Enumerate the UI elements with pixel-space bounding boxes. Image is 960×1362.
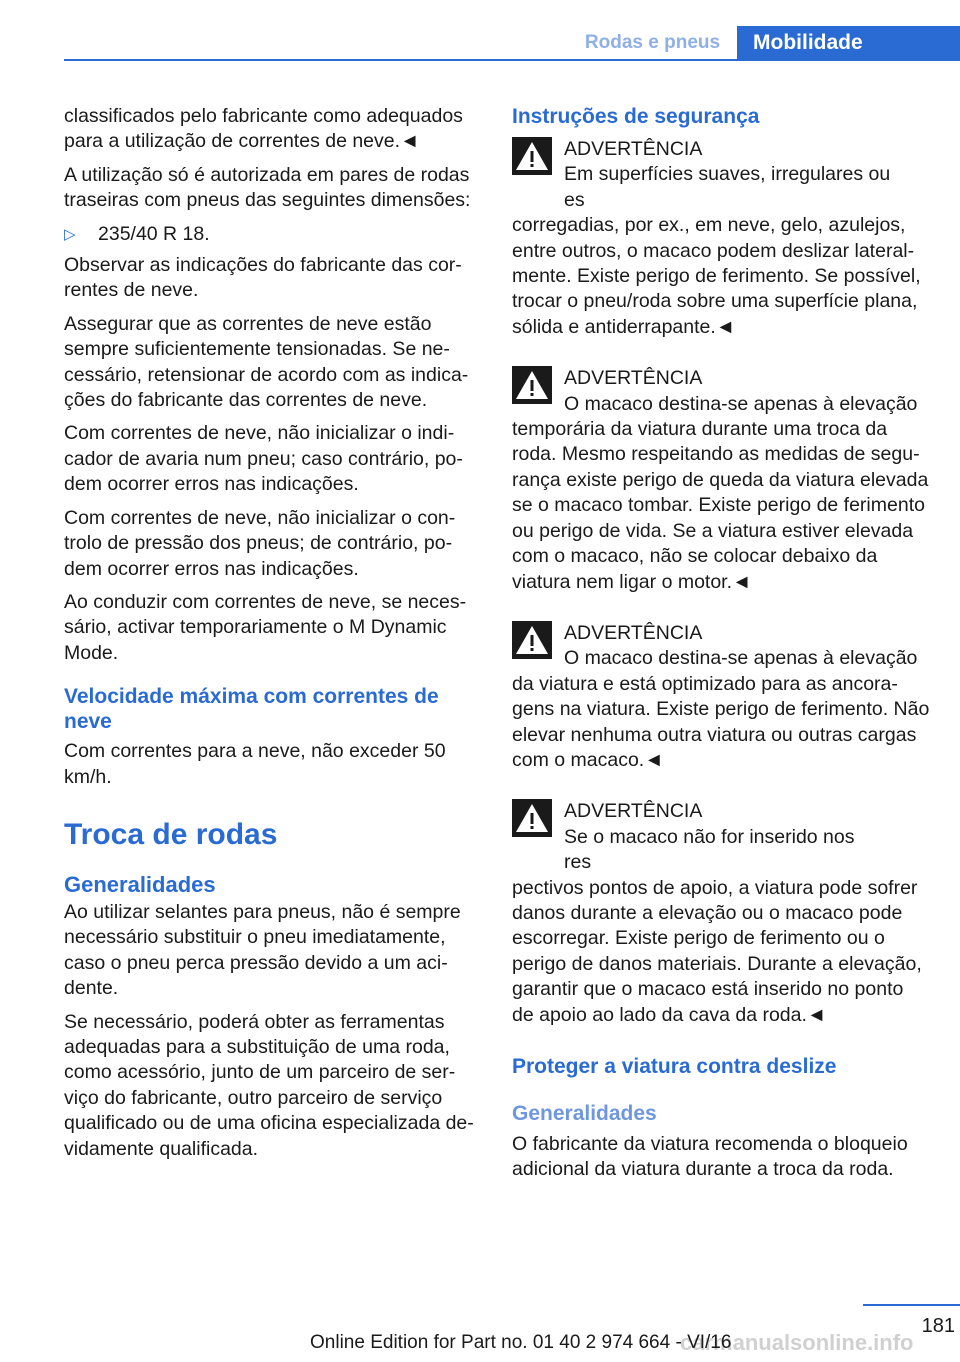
header-rule: [64, 59, 960, 61]
warning-block: [512, 366, 930, 595]
right-column: [512, 104, 930, 1191]
paragraph: Com correntes para a neve, não exceder 50 km/h.: [64, 740, 446, 788]
warning-title: ADVERTÊNCIA: [564, 621, 703, 644]
bullet-arrow-icon: ▷: [64, 225, 76, 243]
general-heading: Generalidades: [512, 1102, 657, 1125]
warning-text: da viatura e está optimizado para as ancoragens na viatura. Existe perigo de ferimento. Não elevar nenhuma outra viatura ou outras cargas com o macaco.◄: [512, 672, 930, 771]
list-item: [64, 222, 479, 247]
warning-block: [512, 799, 930, 1028]
paragraph: Ao conduzir com correntes de neve, se necessário, activar temporariamente o M Dynamic Mode.: [64, 590, 467, 664]
paragraph: Assegurar que as correntes de neve estão sempre suficientemente tensionadas. Se necessário, retensionar de acordo com as indicações do fabricante das correntes de neve.: [64, 312, 469, 412]
warning-title: ADVERTÊNCIA: [564, 367, 703, 390]
warning-block: [512, 621, 930, 773]
warning-triangle-icon: [512, 621, 562, 665]
warning-first-line: O macaco destina-se apenas à elevação: [564, 647, 918, 670]
general-heading: Generalidades: [64, 871, 216, 897]
watermark: carmanualsonline.info: [680, 1330, 914, 1355]
paragraph: Se necessário, poderá obter as ferramentas adequadas para a substituição de uma roda, como acessório, junto de um parceiro de serviço do fabricante, outro parceiro de serviço qualificado ou de uma oficina especializada devidamente qualificada.: [64, 1010, 474, 1160]
header-section-title: Rodas e pneus: [584, 32, 721, 53]
header-chapter-tab: Mobilidade: [737, 26, 960, 61]
paragraph: Ao utilizar selantes para pneus, não é sempre necessário substituir o pneu imediatamente, caso o pneu perca pressão devido a um acidente.: [64, 900, 461, 1000]
warning-title: ADVERTÊNCIA: [564, 800, 703, 823]
section-title: Troca de rodas: [64, 817, 278, 851]
paragraph: Com correntes de neve, não inicializar o controlo de pressão dos pneus; de contrário, podem ocorrer erros nas indicações.: [64, 506, 456, 580]
warning-text: pectivos pontos de apoio, a viatura pode sofrer danos durante a elevação ou o macaco pode escorregar. Existe perigo de ferimento ou o perigo de danos materiais. Durante a elevação, garantir que o macaco está inserido no ponto de apoio ao lado da cava da roda.◄: [512, 876, 922, 1026]
footer-edition: Online Edition for Part no. 01 40 2 974 664 - VI/16: [310, 1332, 732, 1353]
speed-heading: Velocidade máxima com correntes de neve: [64, 685, 439, 734]
paragraph: classificados pelo fabricante como adequados para a utilização de correntes de neve.◄: [64, 105, 463, 153]
left-column: [64, 104, 479, 1170]
paragraph: Com correntes de neve, não inicializar o indicador de avaria num pneu; caso contrário, podem ocorrer erros nas indicações.: [64, 422, 463, 496]
safety-heading: Instruções de segurança: [512, 105, 760, 128]
warning-triangle-icon: [512, 137, 562, 181]
warning-triangle-icon: [512, 366, 562, 410]
footer-rule: [863, 1304, 960, 1306]
warning-triangle-icon: [512, 799, 562, 843]
protect-heading: Proteger a viatura contra deslize: [512, 1055, 837, 1078]
warning-title: ADVERTÊNCIA: [564, 138, 703, 160]
warning-first-line: Em superfícies suaves, irregulares ou es: [564, 163, 891, 211]
warning-block: [512, 137, 930, 340]
warning-first-line: O macaco destina-se apenas à elevação: [564, 392, 918, 415]
warning-text: temporária da viatura durante uma troca da roda. Mesmo respeitando as medidas de segurança existe perigo de queda da viatura elevada se o macaco tombar. Existe perigo de ferimento ou perigo de vida. Se a viatura estiver elevada com o macaco, não se colocar debaixo da viatura nem ligar o motor.◄: [512, 418, 929, 593]
paragraph: Observar as indicações do fabricante das correntes de neve.: [64, 254, 462, 302]
paragraph: A utilização só é autorizada em pares de rodas traseiras com pneus das seguintes dimensões:: [64, 163, 471, 212]
list-item-text: 235/40 R 18.: [98, 222, 210, 245]
warning-text: corregadias, por ex., em neve, gelo, azulejos, entre outros, o macaco podem deslizar lateralmente. Existe perigo de ferimento. Se possível, trocar o pneu/roda sobre uma superfície plana, sólida e antiderrapante.◄: [512, 214, 921, 338]
warning-first-line: Se o macaco não for inserido nos res: [564, 825, 855, 874]
page-number: 181: [921, 1315, 955, 1337]
paragraph: O fabricante da viatura recomenda o bloqueio adicional da viatura durante a troca da roda.: [512, 1133, 908, 1181]
